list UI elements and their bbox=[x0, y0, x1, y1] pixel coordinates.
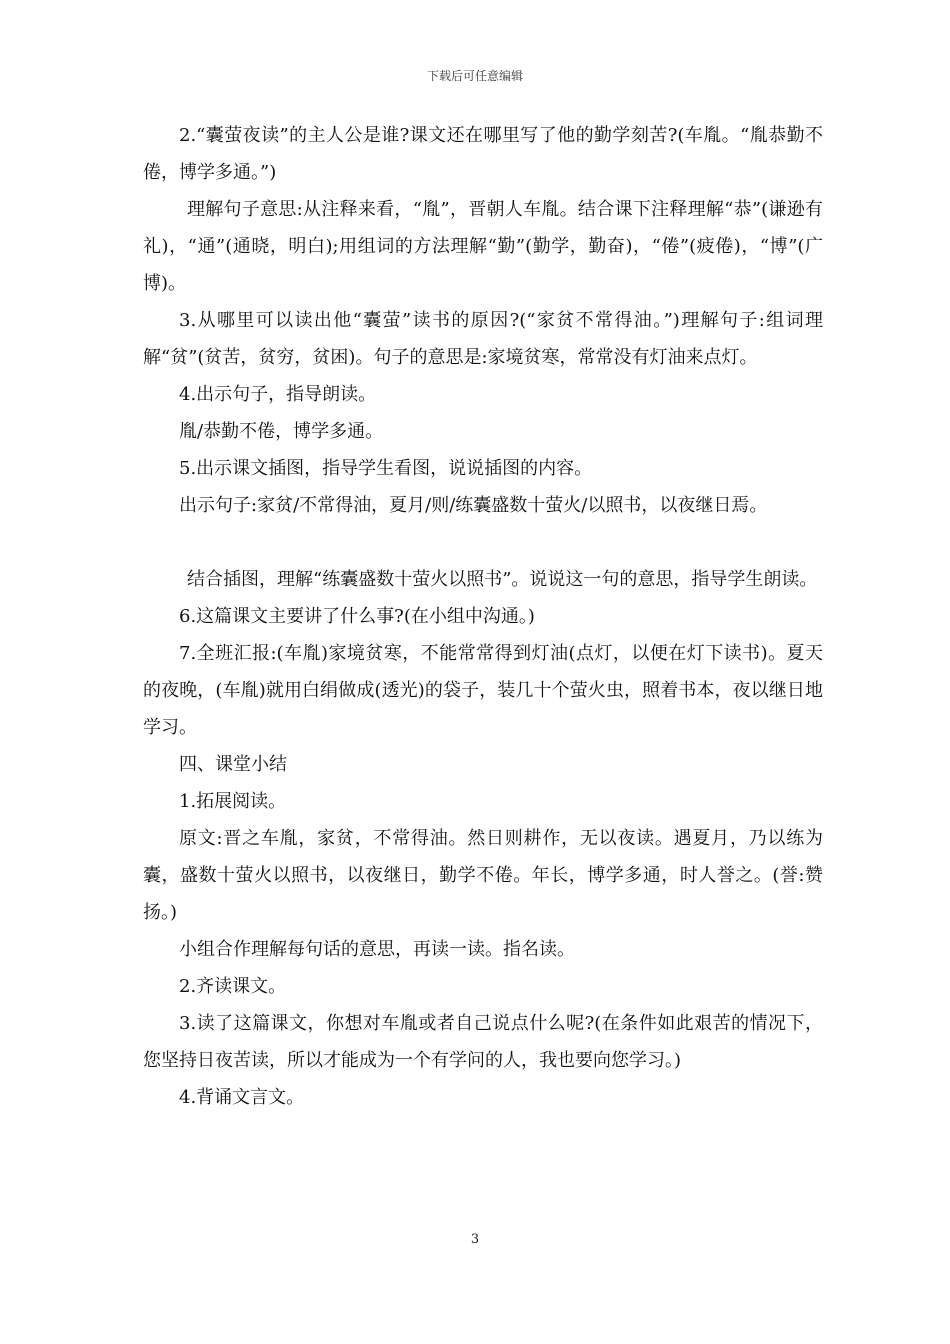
paragraph-recite: 4.背诵文言文。 bbox=[179, 1087, 305, 1108]
paragraph-step7: 7.全班汇报:(车胤)家境贫寒，不能常常得到灯油(点灯，以便在灯下读书)。夏天的夜晚，(车胤)就用白绢做成(透光)的袋子，装几十个萤火虫，照着书本，夜以继日地学习。 bbox=[143, 643, 823, 738]
page-number: 3 bbox=[470, 1232, 480, 1247]
paragraph-q3: 3.从哪里可以读出他“囊萤”读书的原因?(“家贫不常得油。”)理解句子:组词理解“贫”(贫苦，贫穷，贫困)。句子的意思是:家境贫寒，常常没有灯油来点灯。 bbox=[143, 310, 823, 368]
paragraph-step4: 4.出示句子，指导朗读。 bbox=[179, 384, 377, 405]
paragraph-original-text: 原文:晋之车胤，家贫，不常得油。然日则耕作，无以夜读。遇夏月，乃以练为囊，盛数十萤火以照书，以夜继日，勤学不倦。年长，博学多通，时人誉之。(誉:赞扬。) bbox=[143, 828, 823, 923]
paragraph-show-sentence: 出示句子:家贫/不常得油，夏月/则/练囊盛数十萤火/以照书，以夜继日焉。 bbox=[179, 495, 768, 516]
paragraph-group-work: 小组合作理解每句话的意思，再读一读。指名读。 bbox=[179, 939, 575, 960]
paragraph-step5: 5.出示课文插图，指导学生看图，说说插图的内容。 bbox=[179, 458, 593, 479]
paragraph-illustration: 结合插图，理解“练囊盛数十萤火以照书”。说说这一句的意思，指导学生朗读。 bbox=[187, 569, 818, 590]
paragraph-read-together: 2.齐读课文。 bbox=[179, 976, 287, 997]
document-body bbox=[143, 117, 823, 1116]
paragraph-reflection: 3.读了这篇课文，你想对车胤或者自己说点什么呢?(在条件如此艰苦的情况下，您坚持日夜苦读，所以才能成为一个有学问的人，我也要向您学习。) bbox=[143, 1013, 823, 1071]
paragraph-extended-reading: 1.拓展阅读。 bbox=[179, 791, 287, 812]
paragraph-meaning-explanation: 理解句子意思:从注释来看，“胤”，晋朝人车胤。结合课下注释理解“恭”(谦逊有礼)，“通”(通晓，明白);用组词的方法理解“勤”(勤学，勤奋)，“倦”(疲倦)，“博”(广博)。 bbox=[143, 199, 823, 294]
paragraph-q2: 2.“囊萤夜读”的主人公是谁?课文还在哪里写了他的勤学刻苦?(车胤。“胤恭勤不倦，博学多通。”) bbox=[143, 125, 823, 183]
page-header: 下载后可任意编辑 bbox=[426, 69, 523, 83]
paragraph-step6: 6.这篇课文主要讲了什么事?(在小组中沟通。) bbox=[179, 606, 535, 627]
blank-line bbox=[143, 524, 823, 561]
section-heading-summary: 四、课堂小结 bbox=[179, 754, 287, 775]
paragraph-sentence-reading: 胤/恭勤不倦，博学多通。 bbox=[179, 421, 384, 442]
